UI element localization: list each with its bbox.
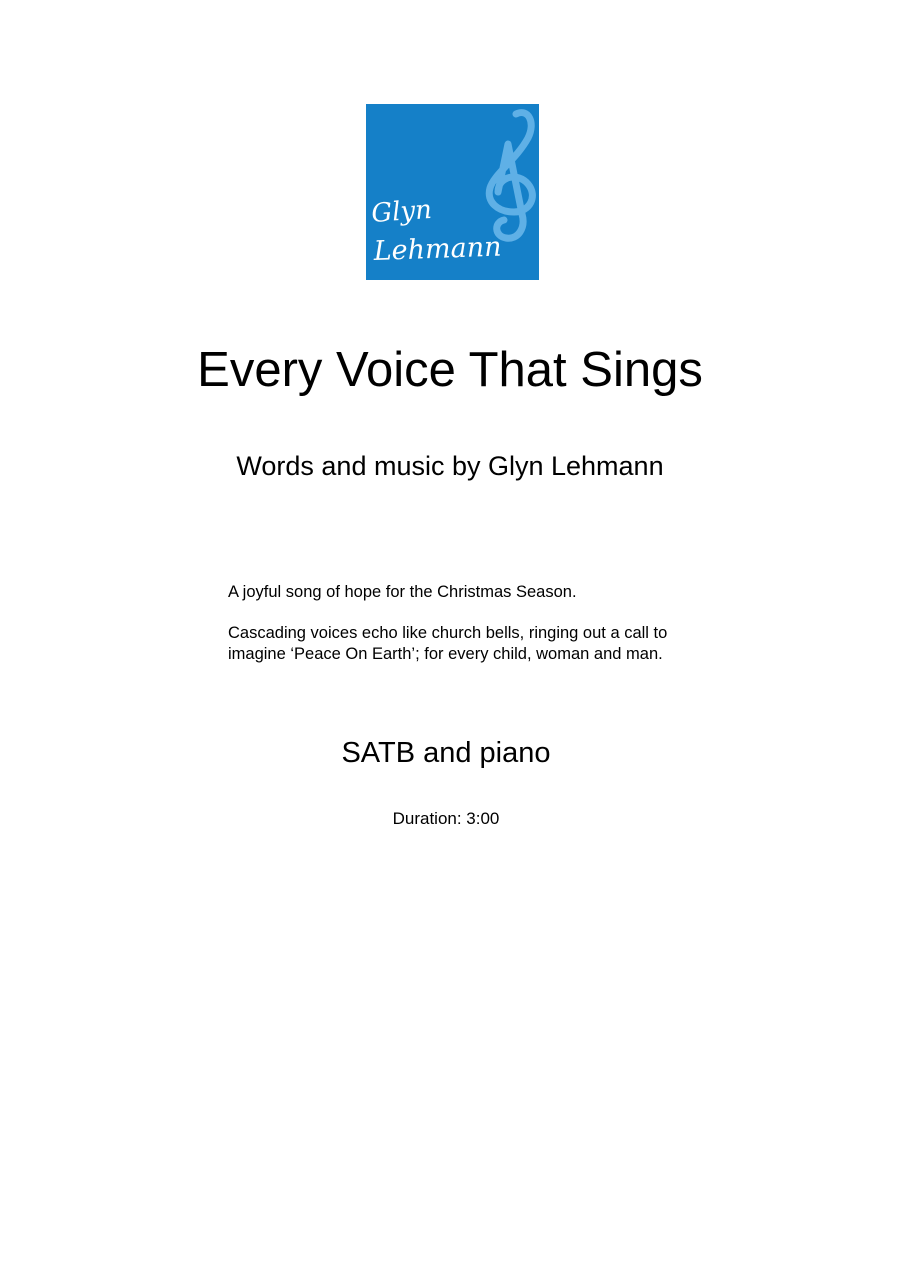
description-paragraph-1: A joyful song of hope for the Christmas Season. [228, 583, 577, 601]
description-paragraph-2-line-2: imagine ‘Peace On Earth’; for every child, woman and man. [228, 645, 663, 663]
duration-label: Duration: 3:00 [392, 809, 500, 828]
logo-text-last-name: Lehmann [373, 231, 502, 267]
credits-subtitle: Words and music by Glyn Lehmann [236, 451, 664, 481]
voicing-label: SATB and piano [341, 737, 551, 769]
treble-clef-icon [489, 113, 532, 239]
page-title: Every Voice That Sings [197, 343, 703, 397]
description-paragraph-2 [228, 623, 748, 665]
song-description [228, 582, 748, 685]
composer-logo [366, 104, 539, 280]
description-paragraph-2-line-1: Cascading voices echo like church bells, ringing out a call to [228, 624, 668, 642]
logo-text-first-name: Glyn [370, 194, 433, 229]
composer-logo-graphic [366, 104, 539, 280]
